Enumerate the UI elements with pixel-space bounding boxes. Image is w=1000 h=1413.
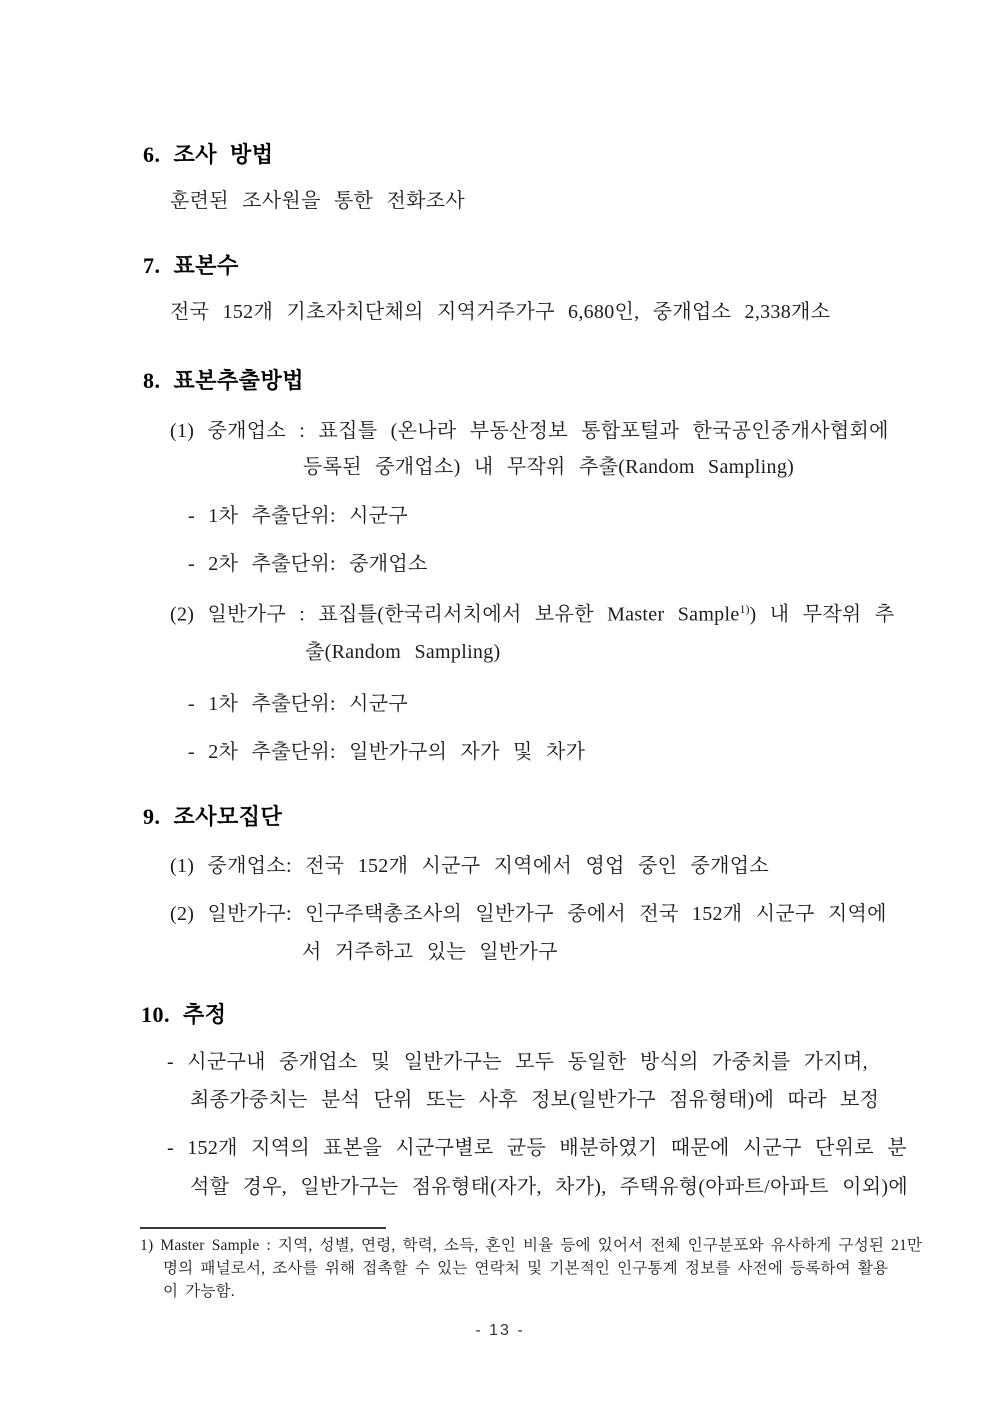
section-8-item2-line1-text: (2) 일반가구 : 표집틀(한국리서치에서 보유한 Master Sample [170, 603, 740, 626]
section-8-item1-sub2: - 2차 추출단위: 중개업소 [188, 553, 428, 575]
section-8-item1-line2: 등록된 중개업소) 내 무작위 추출(Random Sampling) [303, 456, 795, 478]
section-8-heading: 8. 표본추출방법 [143, 368, 305, 393]
section-8-item2-sub1: - 1차 추출단위: 시군구 [188, 693, 408, 715]
section-9-heading: 9. 조사모집단 [143, 804, 283, 829]
footnote-line3: 이 가능함. [163, 1283, 235, 1300]
section-10-item2-line1: - 152개 지역의 표본을 시군구별로 균등 배분하였기 때문에 시군구 단위로 분 [167, 1137, 907, 1159]
section-8-item2-line1 [170, 602, 894, 627]
section-8-item2-line1-tail: ) 내 무작위 추 [749, 603, 895, 626]
section-8-item1-line1: (1) 중개업소 : 표집틀 (온나라 부동산정보 통합포털과 한국공인중개사협회에 [170, 420, 889, 442]
section-10-item1-line2: 최종가중치는 분석 단위 또는 사후 정보(일반가구 점유형태)에 따라 보정 [190, 1089, 880, 1111]
section-9-item2-line1: (2) 일반가구: 인구주택총조사의 일반가구 중에서 전국 152개 시군구 지역에 [170, 903, 887, 925]
section-8-item1-sub1: - 1차 추출단위: 시군구 [188, 505, 408, 527]
footnote-reference-superscript: 1) [739, 602, 750, 616]
section-8-item2-line2: 출(Random Sampling) [305, 641, 501, 663]
footnote-line1: 1) Master Sample : 지역, 성별, 연령, 학력, 소득, 혼인 비율 등에 있어서 전체 인구분포와 유사하게 구성된 21만 [140, 1237, 923, 1254]
section-10-item1-line1: - 시군구내 중개업소 및 일반가구는 모두 동일한 방식의 가중치를 가지며, [167, 1051, 868, 1073]
section-9-item1: (1) 중개업소: 전국 152개 시군구 지역에서 영업 중인 중개업소 [170, 855, 770, 877]
section-8-item2-sub2: - 2차 추출단위: 일반가구의 자가 및 차가 [188, 741, 586, 763]
footnote-divider [140, 1227, 386, 1229]
page-number: - 13 - [475, 1322, 525, 1339]
section-9-item2-line2: 서 거주하고 있는 일반가구 [302, 941, 558, 963]
footnote-line2: 명의 패널로서, 조사를 위해 접촉할 수 있는 연락처 및 기본적인 인구통계 정보를 사전에 등록하여 활용 [163, 1260, 889, 1277]
section-6-body: 훈련된 조사원을 통한 전화조사 [170, 190, 465, 212]
section-6-heading: 6. 조사 방법 [143, 142, 274, 167]
section-10-item2-line2: 석할 경우, 일반가구는 점유형태(자가, 차가), 주택유형(아파트/아파트 이외)에 [190, 1176, 908, 1198]
section-7-heading: 7. 표본수 [143, 253, 239, 278]
section-10-heading: 10. 추정 [141, 1002, 227, 1027]
section-7-body: 전국 152개 기초자치단체의 지역거주가구 6,680인, 중개업소 2,338개소 [170, 301, 831, 323]
